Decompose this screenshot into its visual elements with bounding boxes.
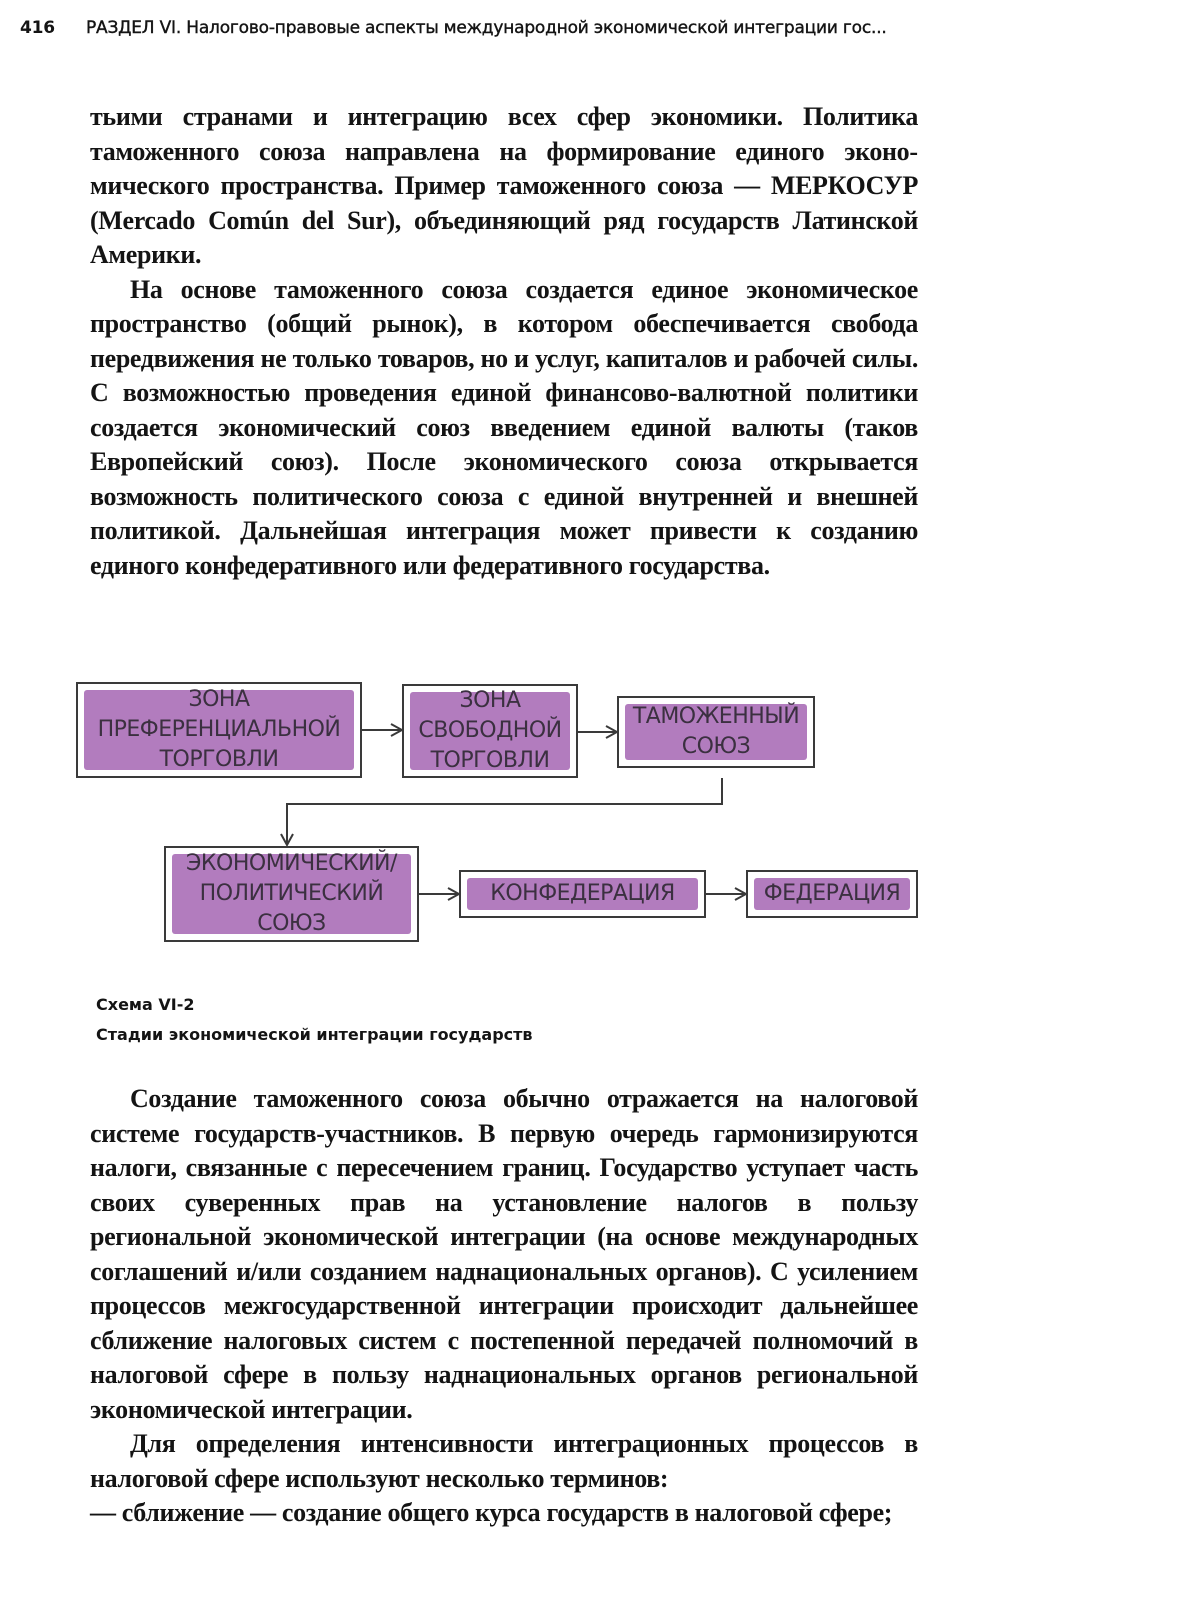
paragraph: тьими странами и интеграцию всех сфер экономики. Политика таможенного союза направлена на формирование единого экономического пространства. Пример таможенного союза — МЕРКОСУР (Mercado Común del Sur), объединяющий ряд государств Латинской Америки. — [90, 102, 918, 269]
stage-label — [764, 879, 901, 909]
paragraph: На основе таможенного союза создается единое экономическое пространство (общий рынок), в котором обеспечивается свобода передвижения не только товаров, но и услуг, капиталов и рабочей силы. С возможностью проведения единой финансово-валютной политики создается экономический союз введением единой валюты (таков Европейский союз). После экономического союза открывается возможность политического союза с единой внутренней и внешней политикой. Дальнейшая интеграция может привести к созданию единого конфедеративного или федеративного государства. — [90, 274, 918, 580]
stage-label-line: СВОБОДНОЙ — [418, 718, 562, 743]
stage-label-line: ПРЕФЕРЕНЦИАЛЬНОЙ — [97, 717, 341, 742]
stage-label-line: СОЮЗ — [257, 911, 326, 936]
stage-label-line: ЗОНА — [188, 687, 250, 712]
stage-confederation — [459, 870, 706, 918]
figure-caption — [96, 990, 533, 1050]
figure-number: Схема VI-2 — [96, 995, 195, 1014]
stage-label — [490, 879, 675, 909]
stage-label-line: ТАМОЖЕННЫЙ — [632, 704, 800, 729]
body-text-bottom — [90, 1082, 918, 1531]
stage-label-line: ЭКОНОМИЧЕСКИЙ/ — [186, 851, 397, 876]
stage-free-trade-zone — [402, 684, 578, 778]
stage-label-line: КОНФЕДЕРАЦИЯ — [490, 881, 675, 906]
figure-title: Стадии экономической интеграции государств — [96, 1025, 533, 1044]
body-text-top — [90, 100, 918, 583]
section-title: РАЗДЕЛ VI. Налогово-правовые аспекты международной экономической интеграции гос... — [86, 18, 887, 38]
stage-customs-union — [617, 696, 815, 768]
stage-label — [418, 686, 561, 776]
running-head — [20, 18, 1000, 48]
stage-label — [633, 702, 799, 762]
stage-label-line: ФЕДЕРАЦИЯ — [763, 881, 901, 906]
stage-label — [186, 849, 397, 939]
paragraph: Для определения интенсивности интеграционных процессов в налоговой сфере используют несколько терминов: — [90, 1429, 918, 1493]
stage-economic-political-union — [164, 846, 419, 942]
stage-label-line: ПОЛИТИЧЕСКИЙ — [199, 881, 384, 906]
integration-stages-diagram — [0, 660, 1203, 960]
list-item: — сближение — создание общего курса государств в налоговой сфере; — [90, 1498, 893, 1527]
page-number: 416 — [20, 18, 55, 38]
stage-label-line: ТОРГОВЛИ — [159, 747, 279, 772]
stage-federation — [746, 870, 918, 918]
stage-label-line: ТОРГОВЛИ — [430, 748, 550, 773]
stage-label — [98, 685, 341, 775]
arrow-3-to-4 — [287, 778, 722, 845]
stage-label-line: ЗОНА — [459, 688, 521, 713]
stage-label-line: СОЮЗ — [681, 734, 751, 759]
stage-preferential-trade-zone — [76, 682, 362, 778]
paragraph: Создание таможенного союза обычно отражается на налоговой системе государств-участников. В первую очередь гармонизируются налоги, связанные с пересечением границ. Государство уступает часть своих суверенных прав на установление налогов в пользу региональной экономической интеграции (на основе международных соглашений и/или созданием наднациональных органов). С усилением процессов межгосударственной интеграции происходит дальнейшее сближение налоговых систем с постепенной передачей полномочий в налоговой сфере в пользу наднациональных органов региональной экономической интеграции. — [90, 1084, 918, 1424]
